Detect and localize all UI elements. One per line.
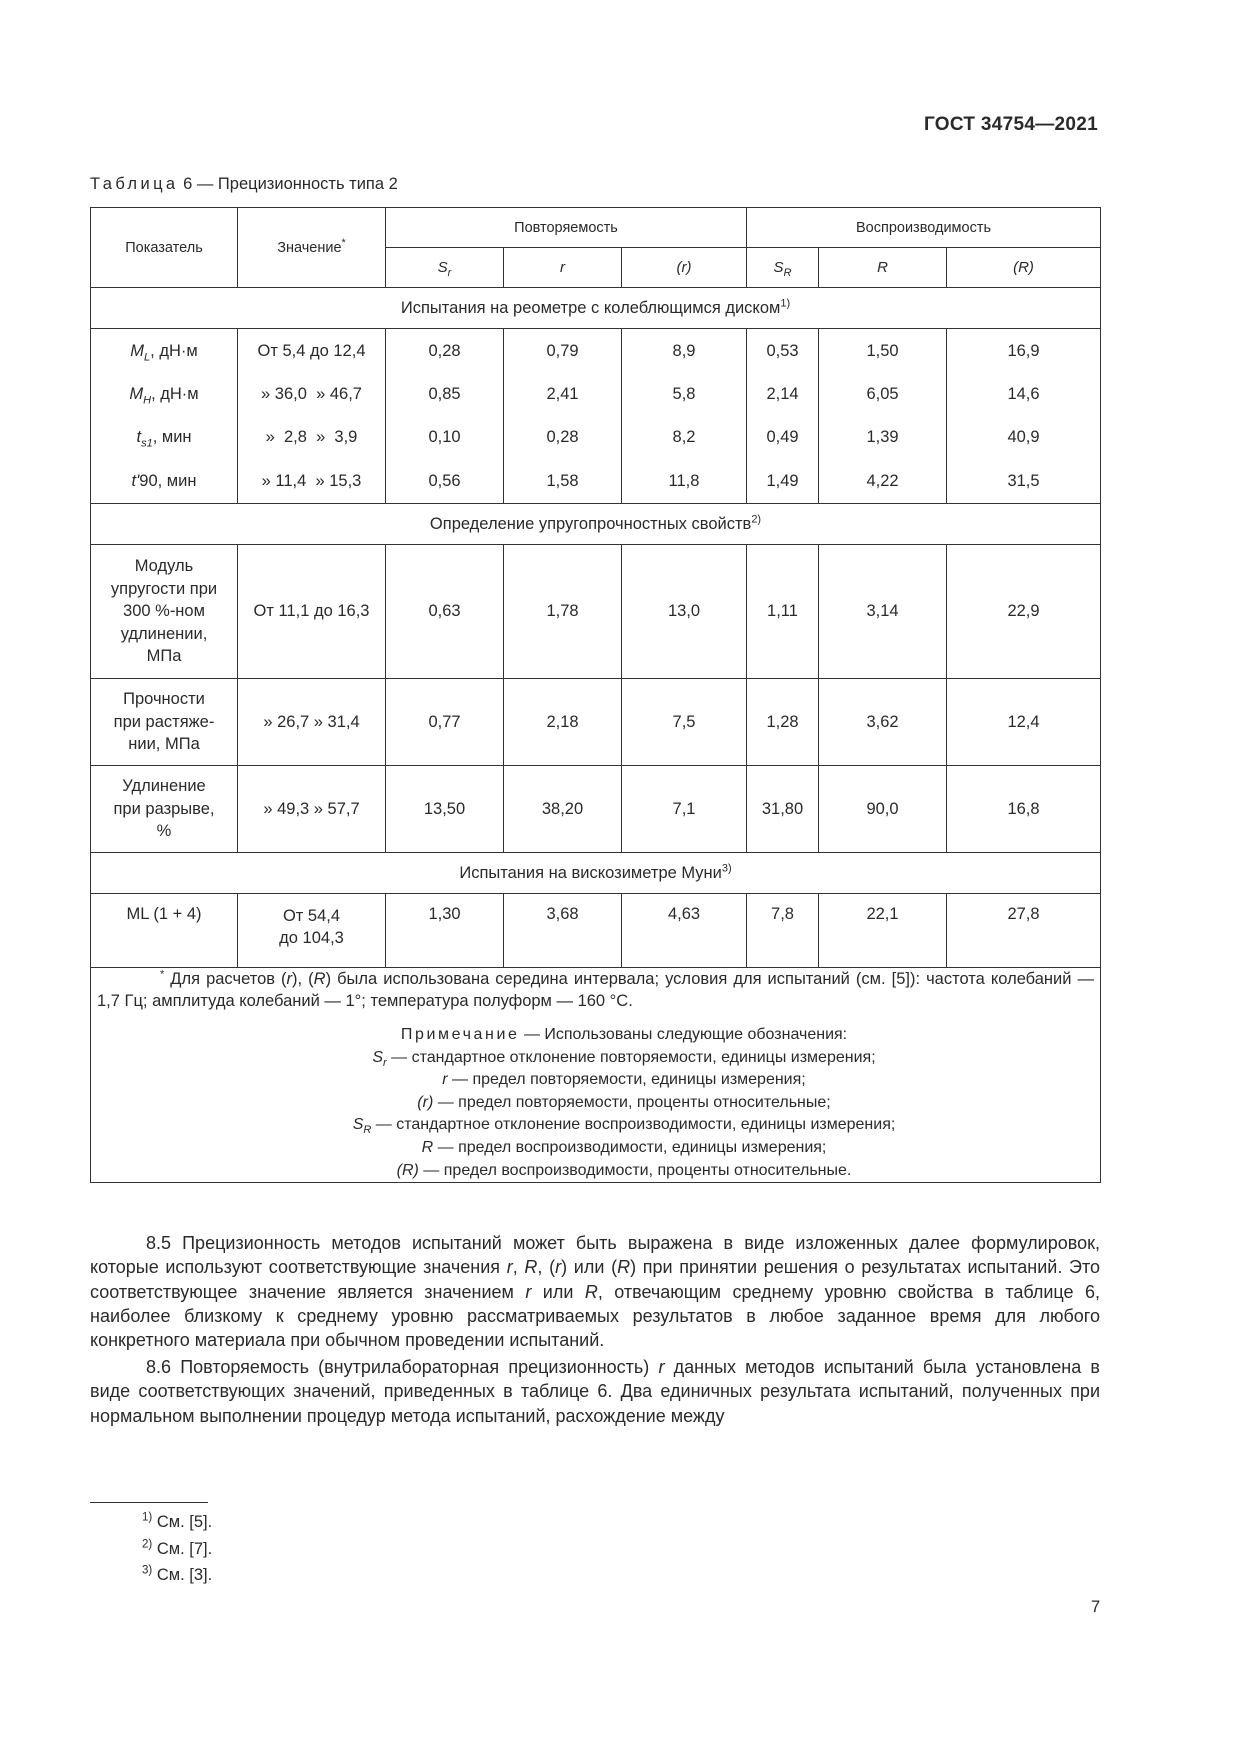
note-subscript: r: [383, 1056, 387, 1069]
cell-r-percent: 7,1: [622, 766, 747, 853]
cell-SR: 1,28: [747, 679, 819, 766]
cell-R-percent: 16,8: [947, 766, 1101, 853]
row-value-range: От 11,1 до 16,3: [238, 545, 386, 679]
row-value-range: » 2,8 » 3,9: [238, 416, 386, 459]
row-indicator: [91, 416, 238, 459]
footnote-mark: 1): [142, 1511, 153, 1524]
note-symbol: S: [352, 1116, 364, 1134]
paragraph-text: 8.5 Прецизионность методов испытаний может быть выражена в виде изложенных далее формулировок, которые используют соответствующие значения: [90, 1233, 1100, 1278]
paragraph-symbol: R: [584, 1281, 598, 1302]
note-text: — предел повторяемости, проценты относительные;: [433, 1093, 831, 1111]
section-elastic-text: Определение упругопрочностных свойств: [429, 514, 752, 533]
cell-R-percent: 22,9: [947, 545, 1101, 679]
indicator-unit: 90, мин: [139, 471, 197, 490]
note-text: — предел повторяемости, единицы измерения;: [447, 1071, 806, 1089]
cell-r: 3,68: [504, 894, 622, 968]
asterisk-mark: *: [160, 968, 165, 981]
paragraph-text: 8.6 Повторяемость (внутрилабораторная прецизионность): [146, 1357, 659, 1377]
row-indicator: ML (1 + 4): [91, 894, 238, 968]
cell-R-percent: 31,5: [947, 459, 1101, 504]
indicator-symbol: t: [136, 428, 142, 446]
cell-R: 90,0: [819, 766, 947, 853]
row-value-range: [238, 894, 386, 968]
indicator-unit: , дН·м: [151, 385, 199, 403]
paragraph-text: или: [531, 1281, 585, 1302]
subheader-R-percent: (R): [947, 248, 1101, 288]
row-value-range: От 5,4 до 12,4: [238, 329, 386, 374]
footnote-symbol: R: [313, 970, 326, 988]
section-mooney-note: 3): [721, 862, 732, 874]
cell-r: 1,78: [504, 545, 622, 679]
table-row: [91, 545, 1101, 679]
header-value-mark: *: [341, 236, 346, 249]
precision-table: [90, 207, 1101, 1183]
table-row: [91, 459, 1101, 504]
footnote-text: См. [3].: [152, 1566, 213, 1584]
cell-SR: 31,80: [747, 766, 819, 853]
paragraph-text: , (: [537, 1257, 556, 1278]
footnote-3: [142, 1566, 212, 1585]
note-intro: [154, 1024, 1094, 1047]
indicator-line: удлинении,: [120, 624, 208, 643]
indicator-line: %: [156, 822, 172, 841]
note-label: Примечание: [400, 1026, 520, 1043]
cell-SR: 0,53: [747, 329, 819, 374]
footnote-text: Для расчетов (: [164, 970, 287, 988]
note-symbol: S: [372, 1048, 384, 1066]
cell-SR: 1,11: [747, 545, 819, 679]
indicator-line: Удлинение: [122, 777, 206, 796]
table-row: [91, 894, 1101, 968]
cell-R: 4,22: [819, 459, 947, 504]
table-header-row: [91, 208, 1101, 248]
cell-Sr: 1,30: [386, 894, 504, 968]
footnote-mark: 2): [142, 1538, 153, 1551]
row-value-range: » 49,3 » 57,7: [238, 766, 386, 853]
section-elastic: [91, 504, 1101, 545]
table-row: [91, 416, 1101, 459]
section-rheometer-note: 1): [780, 297, 791, 309]
cell-r-percent: 8,9: [622, 329, 747, 374]
row-indicator: [91, 766, 238, 853]
note-item: [154, 1069, 1094, 1092]
cell-r-percent: 13,0: [622, 545, 747, 679]
table-notes: [91, 968, 1101, 1183]
indicator-line: 300 %-ном: [123, 602, 205, 621]
header-value: [238, 208, 386, 288]
footnote-text: ) была использована середина интервала; условия для испытаний (см. [5]): частота колебаний — 1,7 Гц; амплитуда колебаний — 1°; температура полуформ — 160 °C.: [97, 970, 1095, 1010]
section-row-elastic: [91, 504, 1101, 545]
footnote-text: См. [5].: [152, 1513, 213, 1531]
row-value-range: » 26,7 » 31,4: [238, 679, 386, 766]
indicator-subscript: H: [143, 394, 152, 407]
paragraph-symbol: r: [555, 1257, 562, 1278]
paragraph-symbol: r: [525, 1281, 532, 1302]
page-number: 7: [1091, 1598, 1101, 1616]
footnote-text: См. [7].: [152, 1540, 213, 1558]
cell-Sr: 0,77: [386, 679, 504, 766]
indicator-line: нии, МПа: [128, 735, 200, 754]
indicator-symbol: M: [130, 341, 145, 360]
note-item: [154, 1137, 1094, 1160]
note-item: [154, 1092, 1094, 1115]
cell-Sr: 0,28: [386, 329, 504, 374]
table-row: [91, 373, 1101, 416]
footnote-symbol: r: [286, 970, 293, 988]
note-symbol: (r): [417, 1093, 434, 1111]
note-text: — предел воспроизводимости, единицы измерения;: [433, 1138, 827, 1156]
cell-R: 22,1: [819, 894, 947, 968]
section-mooney-text: Испытания на вискозиметре Муни: [459, 863, 722, 882]
cell-R: 1,50: [819, 329, 947, 374]
footnote-mark: 3): [142, 1564, 153, 1577]
note-item: [154, 1114, 1094, 1137]
cell-r: 2,18: [504, 679, 622, 766]
footnote-divider: [90, 1502, 208, 1503]
value-range-line: до 104,3: [279, 929, 344, 947]
note-symbol: R: [421, 1138, 434, 1156]
paragraph-text: ,: [512, 1257, 525, 1278]
table-row: [91, 679, 1101, 766]
paragraph-8-6: [90, 1355, 1100, 1428]
cell-SR: 0,49: [747, 416, 819, 459]
indicator-line: МПа: [146, 647, 182, 666]
note-intro-text: — Использованы следующие обозначения:: [519, 1026, 848, 1043]
cell-Sr: 0,56: [386, 459, 504, 504]
cell-r: 0,28: [504, 416, 622, 459]
cell-r-percent: 8,2: [622, 416, 747, 459]
cell-Sr: 0,63: [386, 545, 504, 679]
cell-r: 2,41: [504, 373, 622, 416]
header-repeatability: Повторяемость: [386, 208, 747, 248]
section-row-rheometer: [91, 288, 1101, 329]
paragraph-text: ) при принятии решения о результатах испытаний. Это соответствующее значение является значением: [90, 1257, 1101, 1302]
cell-R: 1,39: [819, 416, 947, 459]
section-rheometer: [91, 288, 1101, 329]
indicator-line: Модуль: [134, 557, 194, 576]
note-text: — стандартное отклонение повторяемости, единицы измерения;: [386, 1048, 876, 1066]
cell-R-percent: 27,8: [947, 894, 1101, 968]
table-caption-label: Таблица: [90, 175, 179, 193]
cell-R: 3,62: [819, 679, 947, 766]
subheader-SR-subscript: R: [783, 267, 792, 279]
cell-R: 6,05: [819, 373, 947, 416]
header-reproducibility: Воспроизводимость: [747, 208, 1101, 248]
cell-R-percent: 14,6: [947, 373, 1101, 416]
cell-r: 38,20: [504, 766, 622, 853]
indicator-symbol: t': [131, 471, 140, 490]
table-row: [91, 766, 1101, 853]
row-value-range: » 11,4 » 15,3: [238, 459, 386, 504]
note-subscript: R: [363, 1124, 372, 1137]
cell-R: 3,14: [819, 545, 947, 679]
table-caption: [90, 175, 398, 194]
cell-r: 0,79: [504, 329, 622, 374]
paragraph-text: , отвечающим среднему уровню свойства в таблице 6, наиболее близкому к среднему уровню рассматриваемых результатов в любое заданное время для любого конкретного материала при обычном проведении испытаний.: [90, 1281, 1101, 1351]
cell-R-percent: 40,9: [947, 416, 1101, 459]
note-item: [154, 1160, 1094, 1183]
footnote-2: [142, 1540, 212, 1559]
indicator-line: Прочности: [123, 690, 205, 709]
cell-SR: 7,8: [747, 894, 819, 968]
cell-r-percent: 4,63: [622, 894, 747, 968]
footnote-1: [142, 1513, 212, 1532]
cell-r: 1,58: [504, 459, 622, 504]
paragraph-symbol: R: [524, 1257, 538, 1278]
subheader-SR: [747, 248, 819, 288]
notes-row: [91, 968, 1101, 1183]
subheader-r: r: [504, 248, 622, 288]
paragraph-8-5: [90, 1231, 1100, 1352]
paragraph-text: ) или (: [561, 1257, 618, 1278]
note-block: [97, 1024, 1094, 1182]
cell-Sr: 13,50: [386, 766, 504, 853]
row-indicator: [91, 373, 238, 416]
section-mooney: [91, 853, 1101, 894]
cell-SR: 2,14: [747, 373, 819, 416]
indicator-unit: , мин: [152, 428, 192, 446]
indicator-subscript: L: [144, 350, 151, 363]
indicator-line: при растяже-: [113, 712, 215, 731]
paragraph-symbol: r: [658, 1357, 665, 1377]
section-elastic-note: 2): [751, 513, 762, 525]
row-value-range: » 36,0 » 46,7: [238, 373, 386, 416]
cell-r-percent: 11,8: [622, 459, 747, 504]
subheader-Sr-subscript: r: [447, 267, 452, 279]
header-indicator: Показатель: [91, 208, 238, 288]
note-text: — предел воспроизводимости, проценты относительные.: [418, 1161, 852, 1179]
section-rheometer-text: Испытания на реометре с колеблющимся диском: [400, 298, 781, 317]
footnote-text: ), (: [292, 970, 314, 988]
note-symbol: r: [442, 1071, 448, 1089]
subheader-R: R: [819, 248, 947, 288]
indicator-line: при разрыве,: [113, 799, 215, 818]
subheader-SR-symbol: S: [773, 259, 784, 276]
note-symbol: (R): [396, 1161, 419, 1179]
row-indicator: [91, 459, 238, 504]
subheader-Sr-symbol: S: [437, 259, 448, 276]
cell-SR: 1,49: [747, 459, 819, 504]
cell-r-percent: 5,8: [622, 373, 747, 416]
table-row: [91, 329, 1101, 374]
paragraph-symbol: R: [617, 1257, 631, 1278]
header-value-text: Значение: [277, 239, 342, 256]
indicator-subscript: s1: [141, 437, 153, 450]
cell-R-percent: 12,4: [947, 679, 1101, 766]
indicator-line: упругости при: [110, 579, 218, 598]
note-text: — стандартное отклонение воспроизводимости, единицы измерения;: [371, 1116, 896, 1134]
row-indicator: [91, 329, 238, 374]
note-item: [154, 1047, 1094, 1070]
row-indicator: [91, 545, 238, 679]
asterisk-footnote: [97, 968, 1094, 1012]
indicator-unit: , дН·м: [150, 341, 198, 360]
row-indicator: [91, 679, 238, 766]
standard-code: ГОСТ 34754—2021: [923, 114, 1098, 135]
indicator-symbol: M: [129, 385, 144, 403]
cell-Sr: 0,10: [386, 416, 504, 459]
cell-r-percent: 7,5: [622, 679, 747, 766]
cell-Sr: 0,85: [386, 373, 504, 416]
section-row-mooney: [91, 853, 1101, 894]
value-range-line: От 54,4: [282, 907, 341, 925]
cell-R-percent: 16,9: [947, 329, 1101, 374]
subheader-Sr: [386, 248, 504, 288]
paragraph-symbol: r: [506, 1257, 513, 1278]
paragraph-text: данных методов испытаний была установлена в виде соответствующих значений, приведенных в таблице 6. Два единичных результата испытаний, полученных при нормальном выполнении процедур метода испытаний, расхождение между: [90, 1357, 1100, 1426]
subheader-r-percent: (r): [622, 248, 747, 288]
table-caption-text: 6 — Прецизионность типа 2: [178, 175, 398, 193]
